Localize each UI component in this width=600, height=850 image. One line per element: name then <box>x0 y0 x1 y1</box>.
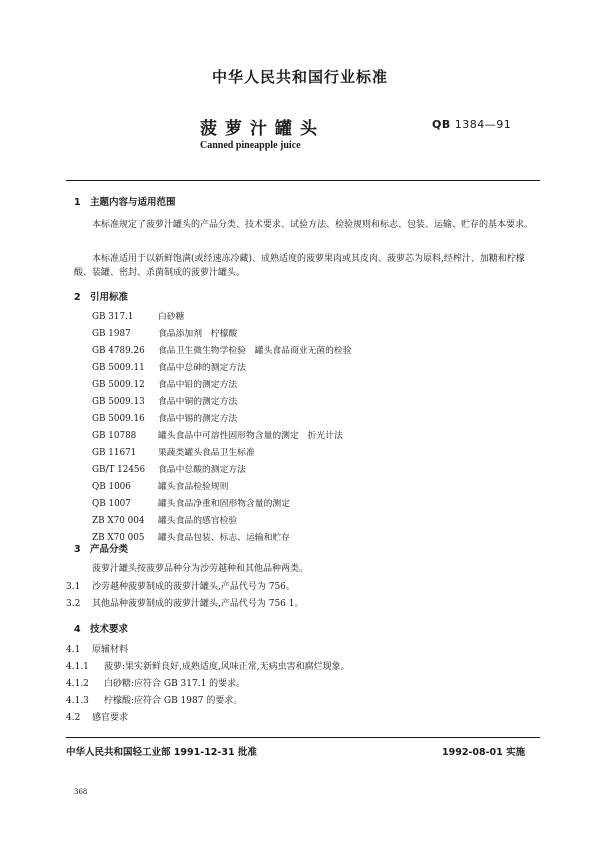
reference-name: 罐头食品检验规则 <box>158 482 229 492</box>
reference-code: GB 10788 <box>92 431 137 441</box>
clause-4-1-1 <box>66 660 350 674</box>
clause-number: 3.1 <box>66 582 81 592</box>
section-number: 1 <box>74 197 81 208</box>
clause-4-1-2 <box>66 677 245 691</box>
effective-date: 1992-08-01 实施 <box>442 747 526 758</box>
clause-number: 4.1 <box>66 645 81 655</box>
clause-text: 菠萝:果实新鲜良好,成熟适度,风味正常,无病虫害和腐烂现象。 <box>104 662 350 672</box>
reference-code: QB 1007 <box>92 499 131 509</box>
reference-code: GB 5009.11 <box>92 363 145 373</box>
reference-item <box>92 480 228 494</box>
clause-number: 4.1.2 <box>66 679 89 689</box>
reference-item <box>92 463 246 477</box>
standard-code <box>432 118 511 131</box>
clause-text: 感官要求 <box>92 713 129 723</box>
section-2-heading <box>74 289 128 303</box>
reference-code: GB 1987 <box>92 329 131 339</box>
reference-name: 食品中铅的测定方法 <box>158 380 238 390</box>
reference-name: 食品卫生微生物学检验 罐头食品商业无菌的检验 <box>158 346 352 356</box>
clause-text: 沙劳越种菠萝制成的菠萝汁罐头,产品代号为 756。 <box>92 582 295 592</box>
reference-item <box>92 514 237 528</box>
bottom-rule <box>66 737 540 738</box>
reference-name: 白砂糖 <box>158 312 185 322</box>
reference-item <box>92 327 237 341</box>
clause-4-2 <box>66 711 128 725</box>
section-title: 引用标准 <box>90 292 129 303</box>
clause-text: 白砂糖:应符合 GB 317.1 的要求。 <box>104 679 246 689</box>
section-4-heading <box>74 621 128 635</box>
standard-code-number: 1384—91 <box>454 118 512 131</box>
reference-item <box>92 361 246 375</box>
clause-number: 3.2 <box>66 599 81 609</box>
reference-name: 罐头食品中可溶性固形物含量的测定 折光计法 <box>158 431 343 441</box>
reference-item <box>92 446 255 460</box>
section-1-paragraph-1: 本标准规定了菠萝汁罐头的产品分类、技术要求、试验方法、检验规则和标志、包装、运输、贮存的基本要求。 <box>92 220 534 230</box>
section-3-heading <box>74 541 128 555</box>
reference-code: QB 1006 <box>92 482 131 492</box>
clause-number: 4.1.1 <box>66 662 89 672</box>
standard-code-prefix: QB <box>432 118 451 131</box>
section-number: 2 <box>74 292 81 303</box>
reference-item <box>92 344 352 358</box>
reference-code: GB 4789.26 <box>92 346 145 356</box>
reference-code: ZB X70 005 <box>92 533 145 543</box>
reference-item <box>92 395 237 409</box>
reference-name: 食品中总砷的测定方法 <box>158 363 246 373</box>
section-title: 技术要求 <box>90 624 129 635</box>
reference-item <box>92 497 290 511</box>
reference-code: GB 11671 <box>92 448 137 458</box>
clause-number: 4.2 <box>66 713 81 723</box>
reference-code: GB 317.1 <box>92 312 134 322</box>
approval-line: 中华人民共和国轻工业部 1991-12-31 批准 <box>66 747 257 758</box>
clause-3-1 <box>66 580 295 594</box>
document-title: 菠萝汁罐头 <box>200 119 325 139</box>
reference-name: 果蔬类罐头食品卫生标准 <box>158 448 255 458</box>
reference-name: 食品中铜的测定方法 <box>158 397 238 407</box>
section-title: 产品分类 <box>90 544 129 555</box>
clause-number: 4.1.3 <box>66 696 89 706</box>
section-3-paragraph: 菠萝汁罐头按菠萝品种分为沙劳越种和其他品种两类。 <box>92 564 309 574</box>
reference-item <box>92 412 237 426</box>
section-1-heading <box>74 194 176 208</box>
reference-code: GB 5009.12 <box>92 380 145 390</box>
reference-code: GB 5009.13 <box>92 397 145 407</box>
page-number: 368 <box>74 788 88 796</box>
clause-text: 原辅材料 <box>92 645 129 655</box>
clause-text: 其他品种菠萝制成的菠萝汁罐头,产品代号为 756 1。 <box>92 599 304 609</box>
reference-item <box>92 310 184 324</box>
clause-3-2 <box>66 597 304 611</box>
reference-item <box>92 378 237 392</box>
section-number: 3 <box>74 544 81 555</box>
reference-code: GB 5009.16 <box>92 414 145 424</box>
clause-4-1 <box>66 643 128 657</box>
reference-name: 食品中总酸的测定方法 <box>158 465 246 475</box>
section-1-paragraph-2: 本标准适用于以新鲜饱满(或经速冻冷藏)、成熟适度的菠萝果肉或其皮肉、菠萝芯为原料,经榨汁、加糖和柠檬酸、装罐、密封、杀菌制成的菠萝汁罐头。 <box>74 254 525 278</box>
reference-name: 罐头食品包装、标志、运输和贮存 <box>158 533 290 543</box>
clause-text: 柠檬酸:应符合 GB 1987 的要求。 <box>104 696 243 706</box>
standard-header: 中华人民共和国行业标准 <box>211 68 388 86</box>
reference-name: 罐头食品的感官检验 <box>158 516 238 526</box>
reference-name: 食品添加剂 柠檬酸 <box>158 329 238 339</box>
reference-code: GB/T 12456 <box>92 465 146 475</box>
top-rule <box>66 180 540 181</box>
clause-4-1-3 <box>66 694 242 708</box>
document-english-title: Canned pineapple juice <box>200 140 301 151</box>
reference-name: 罐头食品净重和固形物含量的测定 <box>158 499 290 509</box>
reference-item <box>92 429 343 443</box>
section-title: 主题内容与适用范围 <box>90 197 176 208</box>
reference-code: ZB X70 004 <box>92 516 145 526</box>
section-number: 4 <box>74 624 81 635</box>
reference-name: 食品中锡的测定方法 <box>158 414 238 424</box>
